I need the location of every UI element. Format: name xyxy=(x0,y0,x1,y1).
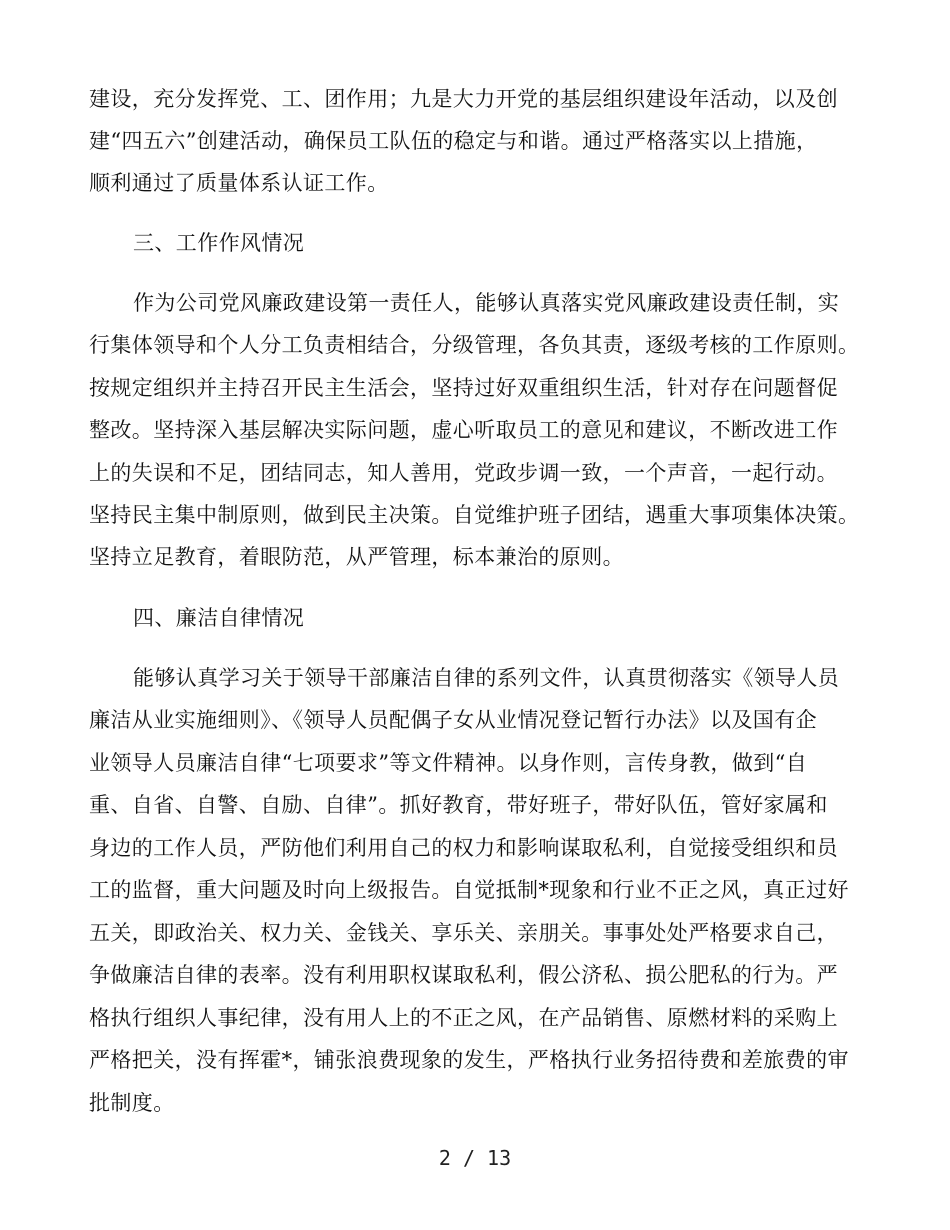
paragraph-3-line-8: 争做廉洁自律的表率。没有利用职权谋取私利，假公济私、损公肥私的行为。严 xyxy=(89,963,838,987)
paragraph-1-line-3: 顺利通过了质量体系认证工作。 xyxy=(89,171,389,195)
paragraph-2-line-5: 上的失误和不足，团结同志，知人善用，党政步调一致，一个声音，一起行动。 xyxy=(89,461,838,485)
paragraph-2-line-7: 坚持立足教育，着眼防范，从严管理，标本兼治的原则。 xyxy=(89,545,624,569)
section-heading-integrity: 四、廉洁自律情况 xyxy=(133,606,305,630)
section-heading-work-style: 三、工作作风情况 xyxy=(133,231,305,255)
paragraph-2-line-3: 按规定组织并主持召开民主生活会，坚持过好双重组织生活，针对存在问题督促 xyxy=(89,376,838,400)
paragraph-3-line-3: 业领导人员廉洁自律“七项要求”等文件精神。以身作则，言传身教，做到“自 xyxy=(89,751,808,775)
page-number: 2 / 13 xyxy=(438,1146,512,1170)
paragraph-1-line-1: 建设，充分发挥党、工、团作用；九是大力开党的基层组织建设年活动，以及创 xyxy=(89,87,838,111)
paragraph-3-line-2: 廉洁从业实施细则》、《领导人员配偶子女从业情况登记暂行办法》以及国有企 xyxy=(89,708,817,732)
paragraph-1-line-2: 建“四五六”创建活动，确保员工队伍的稳定与和谐。通过严格落实以上措施， xyxy=(89,129,818,153)
paragraph-2-line-4: 整改。坚持深入基层解决实际问题，虚心听取员工的意见和建议，不断改进工作 xyxy=(89,418,838,442)
paragraph-3-line-10: 严格把关，没有挥霍*，铺张浪费现象的发生，严格执行业务招待费和差旅费的审 xyxy=(89,1048,849,1072)
paragraph-3-line-9: 格执行组织人事纪律，没有用人上的不正之风，在产品销售、原燃材料的采购上 xyxy=(89,1006,838,1030)
paragraph-3-line-11: 批制度。 xyxy=(89,1091,175,1115)
paragraph-2-line-2: 行集体领导和个人分工负责相结合，分级管理，各负其责，逐级考核的工作原则。 xyxy=(89,333,860,357)
paragraph-3-line-4: 重、自省、自警、自励、自律”。抓好教育，带好班子，带好队伍，管好家属和 xyxy=(89,793,828,817)
paragraph-2-line-6: 坚持民主集中制原则，做到民主决策。自觉维护班子团结，遇重大事项集体决策。 xyxy=(89,503,860,527)
paragraph-3-line-7: 五关，即政治关、权力关、金钱关、享乐关、亲朋关。事事处处严格要求自己， xyxy=(89,921,838,945)
paragraph-3-line-6: 工的监督，重大问题及时向上级报告。自觉抵制*现象和行业不正之风，真正过好 xyxy=(89,878,849,902)
paragraph-3-line-5: 身边的工作人员，严防他们利用自己的权力和影响谋取私利，自觉接受组织和员 xyxy=(89,836,838,860)
paragraph-2-line-1: 作为公司党风廉政建设第一责任人，能够认真落实党风廉政建设责任制，实 xyxy=(133,291,840,315)
paragraph-3-line-1: 能够认真学习关于领导干部廉洁自律的系列文件，认真贯彻落实《领导人员 xyxy=(133,666,840,690)
